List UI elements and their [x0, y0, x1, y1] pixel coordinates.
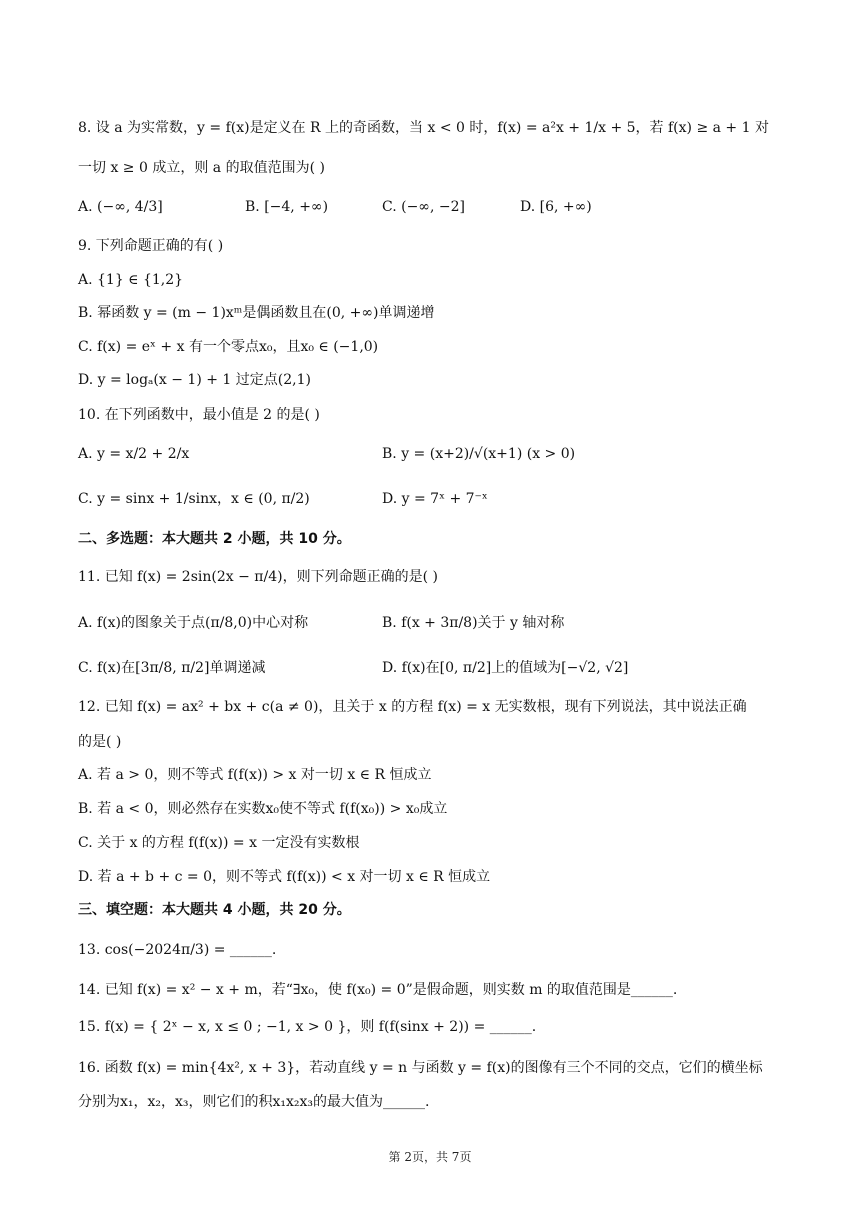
q12-option-d: D. 若 a + b + c = 0，则不等式 f(f(x)) < x 对一切 x ∈ R 恒成立	[78, 869, 491, 885]
q11-option-c: C. f(x)在[3π/8, π/2]单调递减	[78, 660, 266, 676]
q16-line2: 分别为x₁，x₂，x₃，则它们的积x₁x₂x₃的最大值为______.	[78, 1094, 430, 1110]
q12-option-a: A. 若 a > 0，则不等式 f(f(x)) > x 对一切 x ∈ R 恒成立	[78, 767, 432, 783]
q8-line1: 8. 设 a 为实常数，y = f(x)是定义在 R 上的奇函数，当 x < 0 时，f(x) = a²x + 1/x + 5，若 f(x) ≥ a + 1 对	[78, 120, 769, 136]
q9-stem: 9. 下列命题正确的有( )	[78, 238, 224, 254]
q10-stem: 10. 在下列函数中，最小值是 2 的是( )	[78, 407, 320, 423]
q10-option-a: A. y = x/2 + 2/x	[78, 446, 190, 462]
section-multiple-choice: 二、多选题：本大题共 2 小题，共 10 分。	[78, 531, 351, 547]
q12-line1: 12. 已知 f(x) = ax² + bx + c(a ≠ 0)，且关于 x 的方程 f(x) = x 无实数根，现有下列说法，其中说法正确	[78, 699, 747, 715]
q16-line1: 16. 函数 f(x) = min{4x², x + 3}，若动直线 y = n 与函数 y = f(x)的图像有三个不同的交点，它们的横坐标	[78, 1060, 763, 1076]
q12-line2: 的是( )	[78, 734, 122, 750]
q8-option-c: C. (−∞, −2]	[382, 199, 465, 215]
q8-option-a: A. (−∞, 4/3]	[78, 199, 163, 215]
q8-option-b: B. [−4, +∞)	[245, 199, 329, 215]
q12-option-c: C. 关于 x 的方程 f(f(x)) = x 一定没有实数根	[78, 835, 360, 851]
q14: 14. 已知 f(x) = x² − x + m，若“∃x₀，使 f(x₀) = 0”是假命题，则实数 m 的取值范围是______.	[78, 982, 678, 998]
q11-stem: 11. 已知 f(x) = 2sin(2x − π/4)，则下列命题正确的是( )	[78, 569, 438, 585]
q9-option-b: B. 幂函数 y = (m − 1)xᵐ是偶函数且在(0, +∞)单调递增	[78, 305, 435, 321]
q10-option-c: C. y = sinx + 1/sinx，x ∈ (0, π/2)	[78, 491, 310, 507]
q10-option-d: D. y = 7ˣ + 7⁻ˣ	[382, 491, 488, 507]
q8-option-d: D. [6, +∞)	[520, 199, 592, 215]
q9-option-d: D. y = logₐ(x − 1) + 1 过定点(2,1)	[78, 372, 311, 388]
section-fill-in: 三、填空题：本大题共 4 小题，共 20 分。	[78, 902, 351, 918]
q15: 15. f(x) = { 2ˣ − x, x ≤ 0 ; −1, x > 0 }，则 f(f(sinx + 2)) = ______.	[78, 1019, 537, 1035]
q11-option-d: D. f(x)在[0, π/2]上的值域为[−√2, √2]	[382, 660, 629, 676]
q11-option-b: B. f(x + 3π/8)关于 y 轴对称	[382, 615, 565, 631]
page-footer: 第 2页，共 7页	[388, 1150, 472, 1164]
q9-option-c: C. f(x) = eˣ + x 有一个零点x₀，且x₀ ∈ (−1,0)	[78, 339, 379, 355]
q8-line2: 一切 x ≥ 0 成立，则 a 的取值范围为( )	[78, 160, 325, 176]
q11-option-a: A. f(x)的图象关于点(π/8,0)中心对称	[78, 615, 309, 631]
q9-option-a: A. {1} ∈ {1,2}	[78, 272, 184, 288]
q13: 13. cos(−2024π/3) = ______.	[78, 942, 277, 958]
q12-option-b: B. 若 a < 0，则必然存在实数x₀使不等式 f(f(x₀)) > x₀成立	[78, 801, 448, 817]
q10-option-b: B. y = (x+2)/√(x+1) (x > 0)	[382, 446, 576, 462]
